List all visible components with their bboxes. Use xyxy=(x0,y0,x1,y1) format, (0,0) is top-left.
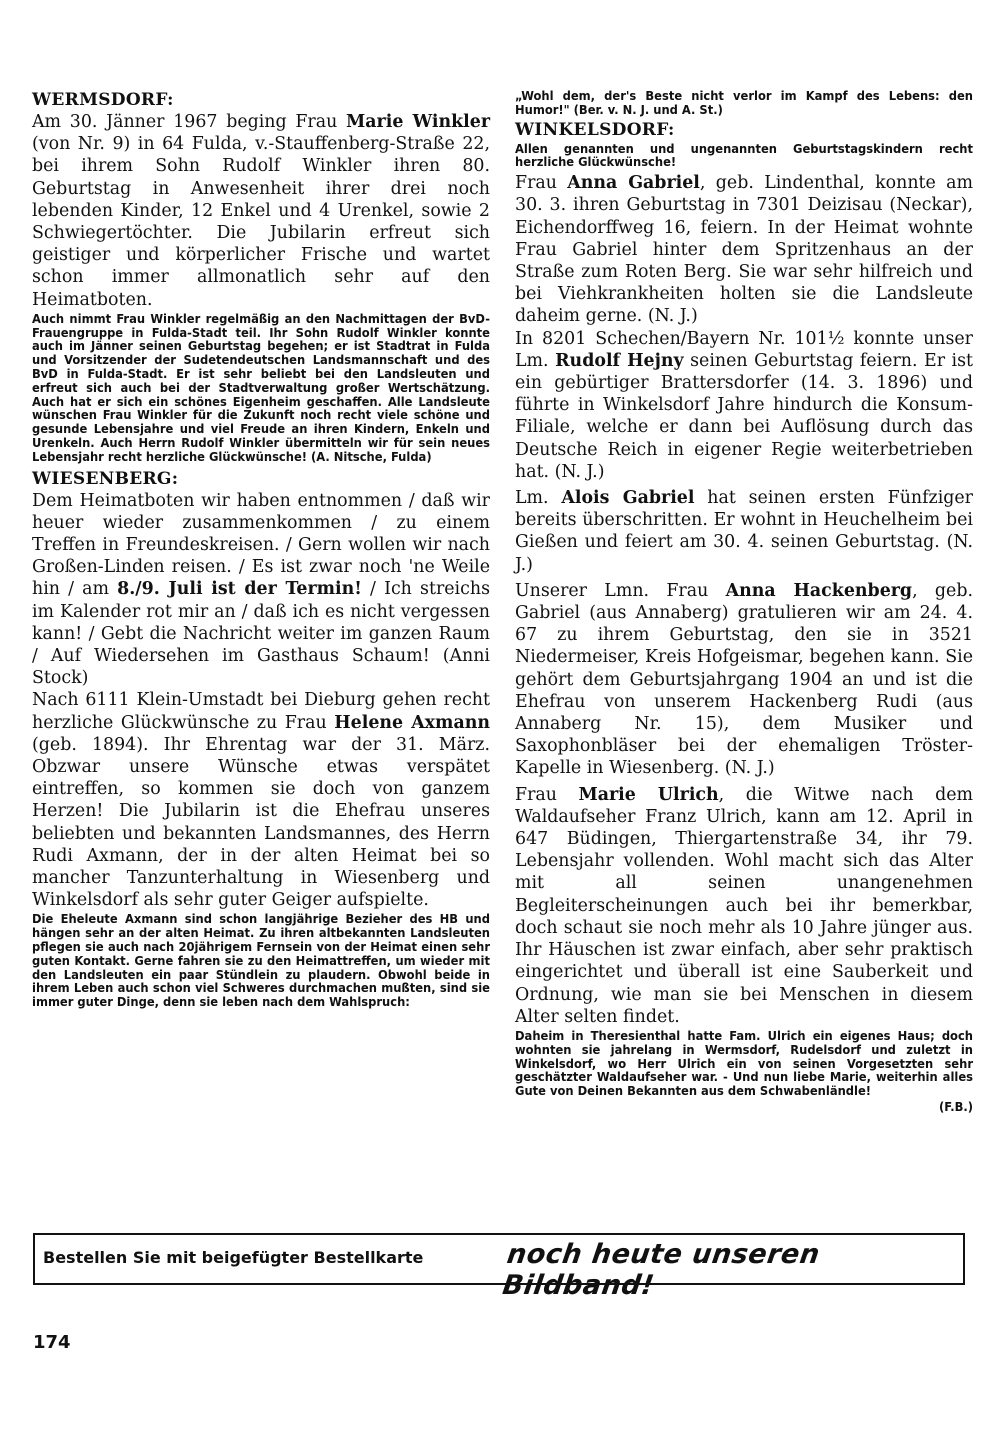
article-text: seinen Geburtstag feiern. Er ist ein gebürtiger Brattersdorfer (14. 3. 1896) und führte in Winkelsdorf Jahre hindurch die Konsum-Filiale, welche er dann bei Auflösung durch das Deutsche Reich in eigener Regie weiterbetrieben hat. (N. J.) xyxy=(515,350,973,482)
article-axmann xyxy=(32,689,490,911)
article-hejny xyxy=(515,328,973,483)
article-text: (geb. 1894). Ihr Ehrentag war der 31. März. Obzwar unsere Wünsche etwas verspätet eintreffen, so kommen sie doch von ganzem Herzen! Die Jubilarin ist die Ehefrau unseres beliebten und bekannten Landsmannes, des Herrn Rudi Axmann, der in der alten Heimat bei so mancher Tanzunterhaltung in Wiesenberg und Winkelsdorf als sehr guter Geiger aufspielte. xyxy=(32,734,490,911)
note-winkler: Auch nimmt Frau Winkler regelmäßig an den Nachmittagen der BvD-Frauengruppe in Fulda-Stadt teil. Ihr Sohn Rudolf Winkler konnte auch im Jänner seinen Geburtstag begehen; er ist Stadtrat in Fulda und Vorsitzender der Sudetendeutschen Landsmannschaft und des BvD in Fulda-Stadt. Er ist sehr beliebt bei den Landsleuten und erfreut sich auch bei der Stadtverwaltung großer Wertschätzung. Auch hat er sich ein schönes Eigenheim geschaffen. Alle Landsleute wünschen Frau Winkler für die Zukunft noch recht viele schöne und gesunde Lebensjahre und viel Freude an ihren Kindern, Enkeln und Urenkeln. Auch Herrn Rudolf Winkler übermitteln wir für sein neues Lebensjahr recht herzliche Glückwünsche! (A. Nitsche, Fulda) xyxy=(32,311,490,465)
article-ulrich xyxy=(515,784,973,1028)
article-text: , geb. Gabriel (aus Annaberg) gratulieren wir am 24. 4. 67 zu ihrem Geburtstag, den sie in 3521 Niedermeiser, Kreis Hofgeismar, begehen kann. Sie gehört dem Geburtsjahrgang 1904 an und ist die Ehefrau von unserem Hackenberg Rudi (aus Annaberg Nr. 15), dem Musiker und Saxophonbläser bei der ehemaligen Tröster-Kapelle in Wiesenberg. (N. J.) xyxy=(515,580,973,779)
person-name: Marie Winkler xyxy=(346,112,490,132)
article-hackenberg xyxy=(515,580,973,780)
advert-slogan: noch heute unseren Bildband! xyxy=(500,1239,822,1301)
event-date: 8./9. Juli ist der Termin! xyxy=(117,579,362,600)
note-ulrich: Daheim in Theresienthal hatte Fam. Ulrich ein eigenes Haus; doch wohnten sie jahrelang in Wermsdorf, Rudelsdorf und zuletzt in Winkelsdorf, wo Herr Ulrich ein von seinen Vorgesetzten sehr geschätzter Waldaufseher war. - Und nun liebe Marie, weiterhin alles Gute von Deinen Bekannten aus dem Schwabenländle! xyxy=(515,1028,973,1100)
article-text: , die Witwe nach dem Waldaufseher Franz Ulrich, kann am 12. April in 647 Büdingen, Thiergartenstraße 34, ihr 79. Lebensjahr vollenden. Wohl macht sich das Alter mit all seinen unangenehmen Begleiterscheinungen auch bei ihr bemerkbar, doch schaut sie noch mehr als 10 Jahre jünger aus. Ihr Häuschen ist zwar einfach, aber sehr praktisch eingerichtet und überall ist eine Sauberkeit und Ordnung, wie man sie bei Menschen in diesem Alter selten findet. xyxy=(515,784,973,1027)
left-column xyxy=(32,90,490,1012)
article-text: Frau xyxy=(515,173,568,194)
poem-text: / Ich streichs im Kalender rot mir an / daß ich es nicht vergessen kann! / Gebt die Nachricht weiter im ganzen Raum / Auf Wiedersehen im Gasthaus Schaum! (Anni Stock) xyxy=(32,579,490,689)
article-text: Nach 6111 Klein-Umstadt bei Dieburg gehen recht herzliche Glückwünsche zu Frau xyxy=(32,690,490,733)
person-name: Marie Ulrich xyxy=(578,784,719,805)
article-alois-gabriel xyxy=(515,487,973,576)
person-name: Anna Gabriel xyxy=(567,173,700,194)
heading-winkelsdorf: WINKELSDORF: xyxy=(515,119,675,140)
page-number: 174 xyxy=(33,1332,71,1353)
note-axmann: Die Eheleute Axmann sind schon langjährige Bezieher des HB und hängen sehr an der alten Heimat. Zu ihren altbekannten Landsleuten pflegen sie auch nach 20jährigem Fernsein von der Heimat einen sehr guten Kontakt. Gerne fahren sie zu den Heimattreffen, um wieder mit den Landsleuten ein paar Stündlein zu plaudern. Obwohl beide in ihrem Leben auch schon viel Schweres durchmachen mußten, sind sie immer guter Dinge, denn sie leben nach dem Wahlspruch: xyxy=(32,912,490,1011)
article-winkler xyxy=(32,111,490,311)
article-text: hat seinen ersten Fünfziger bereits überschritten. Er wohnt in Heuchelheim bei Gießen und feiert am 30. 4. seinen Geburtstag. (N. J.) xyxy=(515,488,973,575)
article-anna-gabriel xyxy=(515,172,973,327)
advert-banner xyxy=(33,1233,965,1301)
poem-text: Dem Heimatboten wir haben entnommen / daß wir heuer wieder zusammenkommen / zu einem Treffen in Freundeskreisen. / Gern wollen wir nach Großen-Linden reisen. / Es ist zwar noch 'ne Weile hin / am xyxy=(32,490,490,600)
article-text: (von Nr. 9) in 64 Fulda, v.-Stauffenberg-Straße 22, bei ihrem Sohn Rudolf Winkler ihren 80. Geburtstag in Anwesenheit ihrer drei noch lebenden Kinder, 12 Enkel und 4 Urenkel, sowie 2 Schwiegertöchter. Die Jubilarin erfreut sich geistiger und körperlicher Frische und wartet schon immer allmonatlich sehr auf den Heimatboten. xyxy=(32,134,490,310)
article-text: Lm. xyxy=(515,488,562,509)
person-name: Helene Axmann xyxy=(334,712,491,733)
heading-wiesenberg: WIESENBERG: xyxy=(32,468,179,489)
heading-wermsdorf: WERMSDORF: xyxy=(32,90,174,110)
person-name: Alois Gabriel xyxy=(561,488,695,509)
article-text: Unserer Lmn. Frau xyxy=(515,580,726,601)
article-text: Am 30. Jänner 1967 beging Frau xyxy=(32,112,347,132)
article-text: Frau xyxy=(515,784,579,805)
right-column xyxy=(515,90,973,1117)
person-name: Rudolf Hejny xyxy=(555,350,684,371)
article-text: , geb. Lindenthal, konnte am 30. 3. ihren Geburtstag in 7301 Deizisau (Neckar), Eichendorffweg 16, feiern. In der Heimat wohnte Frau Gabriel hinter dem Spritzenhaus an der Straße zum Roten Berg. Sie war sehr hilfreich und bei Viehkrankheiten holten sie die Landsleute daheim gerne. (N. J.) xyxy=(515,173,973,327)
person-name: Anna Hackenberg xyxy=(725,580,913,601)
poem-stock xyxy=(32,490,490,690)
advert-text: Bestellen Sie mit beigefügter Bestellkarte xyxy=(43,1248,424,1267)
article-text: In 8201 Schechen/Bayern Nr. 101½ konnte unser Lm. xyxy=(515,328,973,371)
quote-humor: „Wohl dem, der's Beste nicht verlor im Kampf des Lebens: den Humor!" (Ber. v. N. J. und A. St.) xyxy=(515,89,973,118)
intro-greetings: Allen genannten und ungenannten Geburtstagskindern recht herzliche Glückwünsche! xyxy=(515,141,973,171)
signature: (F.B.) xyxy=(938,1099,973,1115)
